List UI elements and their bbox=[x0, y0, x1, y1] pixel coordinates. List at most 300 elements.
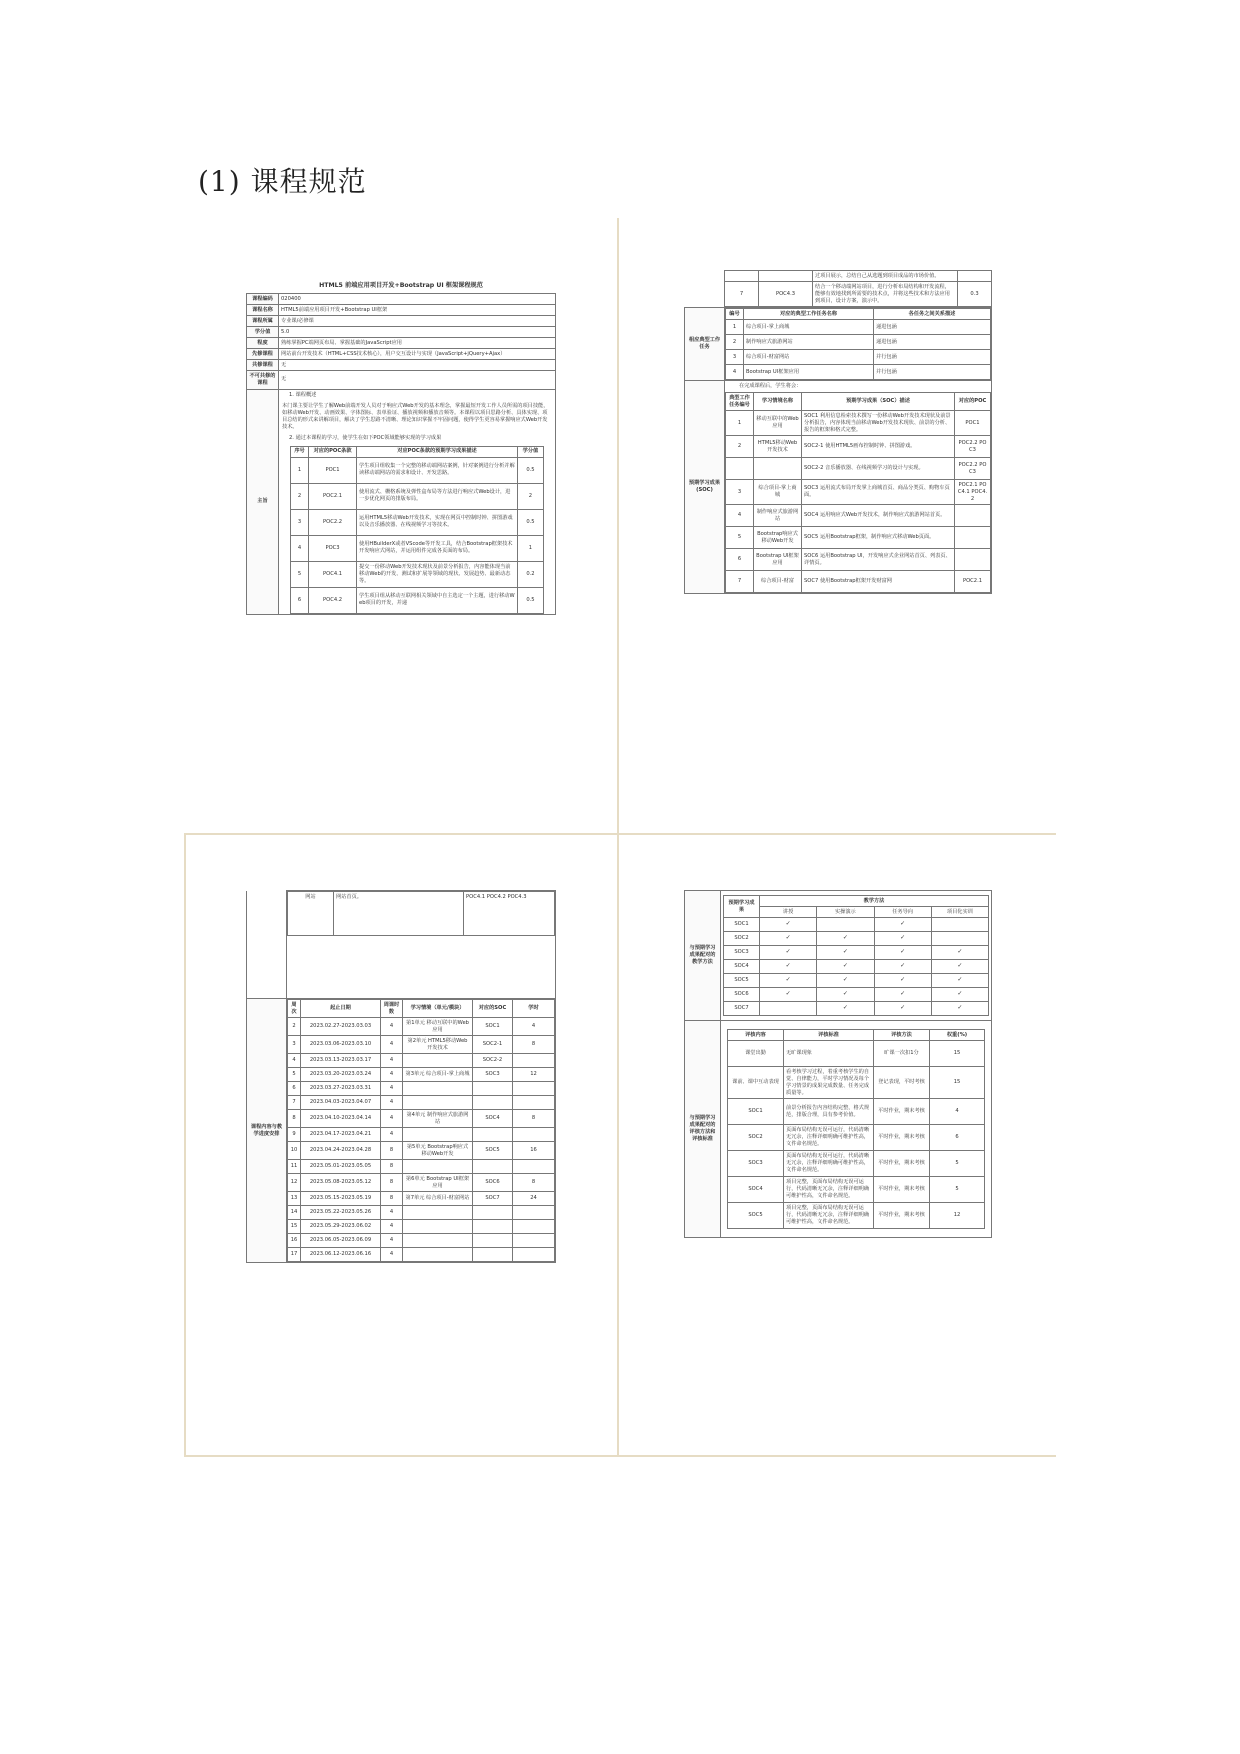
check-icon: ✓ bbox=[931, 946, 988, 960]
work-cell: 1 bbox=[726, 320, 744, 335]
work-cell: 3 bbox=[726, 350, 744, 365]
schedule-cell: 8 bbox=[381, 1192, 403, 1206]
info-label: 先修课程 bbox=[247, 349, 279, 360]
poc-cell: 学生项目组从移动互联网相关领域中自主选定一个主题，进行移动Web项目的开发，并递 bbox=[357, 587, 518, 613]
soc-poc bbox=[955, 505, 991, 527]
soc-no: 1 bbox=[726, 411, 754, 436]
soc-poc bbox=[955, 549, 991, 571]
eval-cell: 无旷课现象 bbox=[784, 1041, 874, 1067]
check-icon: ✓ bbox=[874, 1002, 931, 1016]
schedule-row bbox=[288, 1082, 555, 1096]
poc-cell: 1 bbox=[517, 535, 543, 561]
schedule-row bbox=[288, 1174, 555, 1192]
schedule-cell: 4 bbox=[513, 1018, 555, 1036]
page-divider-horizontal bbox=[184, 833, 1056, 835]
page-divider-vertical bbox=[617, 218, 619, 1456]
doc-title: HTML5 前端应用项目开发+Bootstrap UI 框架课程规范 bbox=[319, 282, 483, 289]
schedule-cell: 2023.05.15-2023.05.19 bbox=[301, 1192, 381, 1206]
schedule-cell: 第1单元 移动互联中的Web应用 bbox=[403, 1018, 473, 1036]
schedule-row bbox=[288, 1160, 555, 1174]
schedule-cell: 2023.02.27-2023.03.03 bbox=[301, 1018, 381, 1036]
schedule-cell: 12 bbox=[513, 1068, 555, 1082]
schedule-cell: 5 bbox=[288, 1068, 301, 1082]
schedule-row bbox=[288, 1110, 555, 1128]
poc-cell: 1 bbox=[291, 457, 309, 483]
work-cell: 并行包涵 bbox=[874, 365, 991, 380]
schedule-cell: 6 bbox=[288, 1082, 301, 1096]
eval-cell: 项目完整，页面布局结构无误可运行，代码清晰无冗余，注释详细明确可维护性高，文件命名规范。 bbox=[784, 1177, 874, 1203]
poc-cell: 4 bbox=[291, 535, 309, 561]
schedule-cell: SOC1 bbox=[473, 1018, 513, 1036]
eval-cell: 登记表现，平时考核 bbox=[874, 1067, 930, 1099]
method-row bbox=[724, 946, 989, 960]
method-head-demo: 实操演示 bbox=[817, 907, 874, 918]
work-cell: 综合项目-掌上商城 bbox=[744, 320, 874, 335]
soc-desc: SOC2-2 音乐播放器、在线视频学习的设计与实现。 bbox=[802, 458, 955, 480]
schedule-cell bbox=[403, 1206, 473, 1220]
soc-label: 预期学习成果(SOC) bbox=[685, 381, 725, 594]
schedule-row bbox=[288, 1192, 555, 1206]
info-row bbox=[247, 305, 556, 316]
schedule-row bbox=[288, 1018, 555, 1036]
schedule-cell: 4 bbox=[381, 1068, 403, 1082]
method-soc: SOC3 bbox=[724, 946, 760, 960]
method-check bbox=[760, 1002, 817, 1016]
info-row bbox=[247, 338, 556, 349]
schedule-cell: 2 bbox=[288, 1018, 301, 1036]
eval-cell: 平时作业，期末考核 bbox=[874, 1151, 930, 1177]
schedule-cell: 8 bbox=[381, 1174, 403, 1192]
schedule-cell: 4 bbox=[381, 1234, 403, 1248]
poc-cell: 提交一份移动Web开发技术现状及前景分析报告，内容能体现当前移动Web的开发、测试和扩展等领域的现状、发展趋势、最新动态等。 bbox=[357, 561, 518, 587]
soc-context: 综合项目-财富 bbox=[754, 571, 802, 593]
eval-header: 评核方法 bbox=[874, 1030, 930, 1041]
check-icon: ✓ bbox=[874, 974, 931, 988]
poc-row bbox=[291, 561, 544, 587]
schedule-cell bbox=[513, 1096, 555, 1110]
course-info-table bbox=[246, 293, 556, 614]
method-eval-table bbox=[684, 890, 992, 1238]
schedule-cell: SOC4 bbox=[473, 1110, 513, 1128]
p2-top-cell: 7 bbox=[725, 282, 759, 307]
soc-poc: POC2.2 POC3 bbox=[955, 458, 991, 480]
method-row bbox=[724, 960, 989, 974]
info-label: 课程名称 bbox=[247, 305, 279, 316]
eval-cell: SOC3 bbox=[728, 1151, 784, 1177]
poc-cell: 2 bbox=[291, 483, 309, 509]
method-head-soc: 预期学习成果 bbox=[724, 896, 760, 918]
goal-text: 2. 通过本课程的学习，使学生在如下POC领域能够实现的学习成果 bbox=[289, 434, 442, 441]
check-icon: ✓ bbox=[760, 974, 817, 988]
schedule-cell: 4 bbox=[288, 1054, 301, 1068]
method-label: 与预期学习成果配对的教学方法 bbox=[685, 891, 721, 1021]
schedule-cell: 8 bbox=[381, 1142, 403, 1160]
eval-header: 评核内容 bbox=[728, 1030, 784, 1041]
info-value: HTML5前端应用项目开发+Bootstrap UI框架 bbox=[279, 305, 556, 316]
check-icon: ✓ bbox=[817, 1002, 874, 1016]
eval-cell: SOC4 bbox=[728, 1177, 784, 1203]
poc-cell: POC1 bbox=[309, 457, 357, 483]
schedule-cell: 16 bbox=[288, 1234, 301, 1248]
info-row bbox=[247, 349, 556, 360]
schedule-row bbox=[288, 1142, 555, 1160]
p2-top-cell bbox=[958, 271, 992, 282]
schedule-cell bbox=[513, 1234, 555, 1248]
check-icon: ✓ bbox=[760, 960, 817, 974]
schedule-cell: 2023.03.06-2023.03.10 bbox=[301, 1036, 381, 1054]
check-icon: ✓ bbox=[874, 988, 931, 1002]
schedule-row bbox=[288, 1206, 555, 1220]
method-row bbox=[724, 1002, 989, 1016]
schedule-header: 周次 bbox=[288, 1000, 301, 1018]
poc-row bbox=[291, 457, 544, 483]
schedule-cell bbox=[473, 1220, 513, 1234]
method-row bbox=[724, 974, 989, 988]
poc-cell: 0.5 bbox=[517, 509, 543, 535]
schedule-cell: 4 bbox=[381, 1018, 403, 1036]
schedule-cell: 15 bbox=[288, 1220, 301, 1234]
schedule-cell bbox=[513, 1082, 555, 1096]
soc-desc: SOC5 运用Bootstrap框架，制作响应式移动Web页面。 bbox=[802, 527, 955, 549]
check-icon: ✓ bbox=[760, 918, 817, 932]
soc-desc: SOC1 利用信息检索技术撰写一份移动Web开发技术现状及前景分析报告，内容体现当前移动Web开发技术现状、前景的分析、报告的框架和格式完整。 bbox=[802, 411, 955, 436]
check-icon: ✓ bbox=[817, 988, 874, 1002]
work-row bbox=[726, 335, 991, 350]
info-value: 熟练掌握PC端网页布局、掌握基础的JavaScript应用 bbox=[279, 338, 556, 349]
check-icon: ✓ bbox=[874, 918, 931, 932]
p3-top-ctx: 网站 bbox=[288, 892, 334, 936]
work-cell: 递进包涵 bbox=[874, 320, 991, 335]
schedule-cell bbox=[403, 1096, 473, 1110]
eval-cell: 课前、课中互动表现 bbox=[728, 1067, 784, 1099]
info-row bbox=[247, 327, 556, 338]
schedule-cell bbox=[513, 1128, 555, 1142]
work-cell: 并行包涵 bbox=[874, 350, 991, 365]
eval-cell: 平时作业，期末考核 bbox=[874, 1099, 930, 1125]
poc-row bbox=[291, 509, 544, 535]
p2-top-cell: 0.3 bbox=[958, 282, 992, 307]
poc-cell: POC4.2 bbox=[309, 587, 357, 613]
schedule-cell bbox=[473, 1160, 513, 1174]
eval-cell: 15 bbox=[930, 1041, 985, 1067]
soc-no: 4 bbox=[726, 505, 754, 527]
method-soc: SOC5 bbox=[724, 974, 760, 988]
eval-cell: 5 bbox=[930, 1151, 985, 1177]
method-soc: SOC7 bbox=[724, 1002, 760, 1016]
check-icon: ✓ bbox=[931, 974, 988, 988]
info-value: 专业课/必修课 bbox=[279, 316, 556, 327]
info-value: 无 bbox=[279, 360, 556, 371]
check-icon: ✓ bbox=[817, 960, 874, 974]
check-icon: ✓ bbox=[760, 946, 817, 960]
work-header: 各任务之间关系描述 bbox=[874, 309, 991, 320]
soc-intro: 在完成课程后，学生将会： bbox=[739, 383, 802, 390]
poc-cell: 5 bbox=[291, 561, 309, 587]
schedule-cell: 2023.03.27-2023.03.31 bbox=[301, 1082, 381, 1096]
eval-cell: 5 bbox=[930, 1177, 985, 1203]
eval-cell: SOC2 bbox=[728, 1125, 784, 1151]
p3-top-poc: POC4.1 POC4.2 POC4.3 bbox=[464, 892, 555, 936]
p2-top-table bbox=[724, 270, 992, 307]
soc-row bbox=[726, 458, 991, 480]
poc-cell: 使用HBuilderX或者VScode等开发工具，结合Bootstrap框架技术开发响应式网站，并运用组件完成各页面的布局。 bbox=[357, 535, 518, 561]
schedule-cell: 24 bbox=[513, 1192, 555, 1206]
work-cell: 2 bbox=[726, 335, 744, 350]
eval-cell: 看考核学习过程，着重考核学生的自觉、自律能力，平时学习情况及每个学习情景的成果完成数量、任务完成质量等。 bbox=[784, 1067, 874, 1099]
work-cell: Bootstrap UI框架应用 bbox=[744, 365, 874, 380]
soc-no: 6 bbox=[726, 549, 754, 571]
schedule-row bbox=[288, 1128, 555, 1142]
eval-table bbox=[727, 1029, 985, 1229]
schedule-header: 周课时数 bbox=[381, 1000, 403, 1018]
schedule-cell: SOC2-1 bbox=[473, 1036, 513, 1054]
schedule-cell bbox=[513, 1054, 555, 1068]
doc-page-4 bbox=[684, 890, 992, 1390]
work-cell: 4 bbox=[726, 365, 744, 380]
schedule-cell: 7 bbox=[288, 1096, 301, 1110]
schedule-cell: SOC2-2 bbox=[473, 1054, 513, 1068]
info-value: 网站前台开发技术（HTML+CSS技术核心），用户交互设计与实现（JavaScript+jQuery+Ajax） bbox=[279, 349, 556, 360]
eval-cell: 4 bbox=[930, 1099, 985, 1125]
check-icon: ✓ bbox=[874, 946, 931, 960]
info-row bbox=[247, 294, 556, 305]
poc-cell: 使用流式、栅格系统及弹性盒布局等方法进行响应式Web设计，进一步优化网页的排版布局。 bbox=[357, 483, 518, 509]
poc-table bbox=[290, 446, 544, 614]
schedule-header: 学时 bbox=[513, 1000, 555, 1018]
soc-row bbox=[726, 436, 991, 458]
schedule-cell: 4 bbox=[381, 1248, 403, 1262]
soc-no: 3 bbox=[726, 480, 754, 505]
soc-row bbox=[726, 411, 991, 436]
eval-header: 评核标准 bbox=[784, 1030, 874, 1041]
schedule-cell: 2023.05.22-2023.05.26 bbox=[301, 1206, 381, 1220]
soc-context: Bootstrap UI框架应用 bbox=[754, 549, 802, 571]
eval-cell: 平时作业，期末考核 bbox=[874, 1177, 930, 1203]
method-soc: SOC1 bbox=[724, 918, 760, 932]
schedule-cell: 第3单元 综合项目-掌上商城 bbox=[403, 1068, 473, 1082]
schedule-cell: 2023.04.17-2023.04.21 bbox=[301, 1128, 381, 1142]
eval-row bbox=[728, 1041, 985, 1067]
frame-bottom-edge bbox=[184, 1455, 1056, 1457]
soc-row bbox=[726, 527, 991, 549]
eval-label: 与预期学习成果配对的评核方法和评核标准 bbox=[685, 1021, 721, 1238]
schedule-cell bbox=[473, 1082, 513, 1096]
schedule-cell: 12 bbox=[288, 1174, 301, 1192]
check-icon: ✓ bbox=[874, 932, 931, 946]
schedule-cell: 11 bbox=[288, 1160, 301, 1174]
p3-top-desc: 网站首页。 bbox=[334, 892, 464, 936]
work-header: 对应的典型工作任务名称 bbox=[744, 309, 874, 320]
schedule-cell: 2023.05.29-2023.06.02 bbox=[301, 1220, 381, 1234]
p2-top-cell bbox=[759, 271, 813, 282]
method-table bbox=[723, 895, 989, 1016]
soc-no: 2 bbox=[726, 436, 754, 458]
soc-poc: POC2.1 POC4.1 POC4.2 bbox=[955, 480, 991, 505]
eval-cell: 旷课一次扣1分 bbox=[874, 1041, 930, 1067]
overview-title: 1. 课程概述 bbox=[289, 391, 317, 398]
schedule-cell: 2023.06.05-2023.06.09 bbox=[301, 1234, 381, 1248]
eval-header: 权重(%) bbox=[930, 1030, 985, 1041]
schedule-cell: 4 bbox=[381, 1220, 403, 1234]
soc-desc: SOC6 运用Bootstrap UI，开发响应式企业网站首页、列表页、详情页。 bbox=[802, 549, 955, 571]
method-row bbox=[724, 918, 989, 932]
method-head-group: 教学方法 bbox=[760, 896, 989, 907]
check-icon: ✓ bbox=[760, 932, 817, 946]
soc-desc: SOC4 运用响应式Web开发技术，制作响应式旅游网站首页。 bbox=[802, 505, 955, 527]
schedule-cell: 10 bbox=[288, 1142, 301, 1160]
doc-page-2 bbox=[684, 270, 992, 770]
soc-header: 典型工作任务编号 bbox=[726, 393, 754, 411]
soc-desc: SOC7 使用Bootstrap框架开发财富网 bbox=[802, 571, 955, 593]
schedule-cell: 14 bbox=[288, 1206, 301, 1220]
schedule-row bbox=[288, 1220, 555, 1234]
schedule-cell bbox=[473, 1128, 513, 1142]
soc-table bbox=[725, 392, 991, 593]
soc-no: 5 bbox=[726, 527, 754, 549]
poc-cell: 6 bbox=[291, 587, 309, 613]
schedule-cell bbox=[403, 1248, 473, 1262]
eval-cell: SOC5 bbox=[728, 1203, 784, 1229]
schedule-row bbox=[288, 1054, 555, 1068]
info-value: 无 bbox=[279, 371, 556, 389]
soc-context: 综合项目-掌上商城 bbox=[754, 480, 802, 505]
work-cell: 制作响应式旅游网站 bbox=[744, 335, 874, 350]
method-row bbox=[724, 988, 989, 1002]
p2-top-cell: 结合一个移动端网站项目，进行分析布局结构和开发流程，能够有效地找到所需要的技术点，并将这些技术和方法应用到项目，设计方案，演示中。 bbox=[813, 282, 958, 307]
work-cell: 综合项目-财富网站 bbox=[744, 350, 874, 365]
schedule-cell: 2023.04.24-2023.04.28 bbox=[301, 1142, 381, 1160]
poc-header: 对应的POC条款 bbox=[309, 446, 357, 457]
doc-page-3 bbox=[246, 890, 556, 1330]
schedule-inner bbox=[287, 999, 555, 1262]
poc-header: 学分值 bbox=[517, 446, 543, 457]
schedule-cell bbox=[403, 1160, 473, 1174]
eval-row bbox=[728, 1203, 985, 1229]
soc-no bbox=[726, 458, 754, 480]
poc-row bbox=[291, 587, 544, 613]
poc-cell: POC3 bbox=[309, 535, 357, 561]
poc-cell: 2 bbox=[517, 483, 543, 509]
work-header: 编号 bbox=[726, 309, 744, 320]
schedule-cell bbox=[513, 1160, 555, 1174]
schedule-cell: 4 bbox=[381, 1110, 403, 1128]
p2-top-row bbox=[725, 271, 992, 282]
info-label: 学分值 bbox=[247, 327, 279, 338]
eval-cell: 12 bbox=[930, 1203, 985, 1229]
schedule-cell bbox=[513, 1248, 555, 1262]
poc-header: 对应POC条款的预期学习成果描述 bbox=[357, 446, 518, 457]
schedule-cell: 8 bbox=[381, 1160, 403, 1174]
soc-context: 移动互联中的Web应用 bbox=[754, 411, 802, 436]
schedule-cell: 8 bbox=[288, 1110, 301, 1128]
poc-header: 序号 bbox=[291, 446, 309, 457]
schedule-row bbox=[288, 1068, 555, 1082]
schedule-cell: 4 bbox=[381, 1096, 403, 1110]
method-soc: SOC2 bbox=[724, 932, 760, 946]
info-value: 020400 bbox=[279, 294, 556, 305]
doc-page-1 bbox=[246, 280, 556, 780]
method-head-lecture: 讲授 bbox=[760, 907, 817, 918]
method-soc: SOC4 bbox=[724, 960, 760, 974]
schedule-cell bbox=[473, 1206, 513, 1220]
schedule-cell: 2023.04.03-2023.04.07 bbox=[301, 1096, 381, 1110]
poc-cell: 0.5 bbox=[517, 457, 543, 483]
schedule-header: 起止日期 bbox=[301, 1000, 381, 1018]
schedule-cell: 第5单元 Bootstrap响应式移动Web开发 bbox=[403, 1142, 473, 1160]
poc-row bbox=[291, 535, 544, 561]
poc-cell: 0.5 bbox=[517, 587, 543, 613]
check-icon: ✓ bbox=[931, 1002, 988, 1016]
schedule-cell: 8 bbox=[513, 1110, 555, 1128]
schedule-cell: 8 bbox=[513, 1036, 555, 1054]
eval-cell: 平时作业，期末考核 bbox=[874, 1203, 930, 1229]
soc-poc: POC2.2 POC3 bbox=[955, 436, 991, 458]
schedule-cell: 13 bbox=[288, 1192, 301, 1206]
schedule-cell: SOC5 bbox=[473, 1142, 513, 1160]
soc-row bbox=[726, 571, 991, 593]
soc-poc bbox=[955, 527, 991, 549]
check-icon: ✓ bbox=[931, 988, 988, 1002]
soc-desc: SOC2-1 使用HTML5画布控制时钟、拼图游戏。 bbox=[802, 436, 955, 458]
eval-row bbox=[728, 1125, 985, 1151]
schedule-cell bbox=[403, 1234, 473, 1248]
soc-poc: POC2.1 bbox=[955, 571, 991, 593]
p3-top-table bbox=[287, 891, 555, 936]
schedule-cell: 9 bbox=[288, 1128, 301, 1142]
schedule-cell: 4 bbox=[381, 1206, 403, 1220]
schedule-cell: 8 bbox=[513, 1174, 555, 1192]
poc-cell: 0.2 bbox=[517, 561, 543, 587]
work-cell: 递进包涵 bbox=[874, 335, 991, 350]
poc-cell: 3 bbox=[291, 509, 309, 535]
schedule-cell: SOC6 bbox=[473, 1174, 513, 1192]
schedule-cell: 2023.03.20-2023.03.24 bbox=[301, 1068, 381, 1082]
poc-row bbox=[291, 483, 544, 509]
schedule-cell: 2023.04.10-2023.04.14 bbox=[301, 1110, 381, 1128]
schedule-row bbox=[288, 1234, 555, 1248]
schedule-header: 学习情境（单元/模块） bbox=[403, 1000, 473, 1018]
eval-row bbox=[728, 1177, 985, 1203]
schedule-cell: 4 bbox=[381, 1054, 403, 1068]
schedule-row bbox=[288, 1248, 555, 1262]
work-task-label: 相应典型工作任务 bbox=[685, 308, 725, 381]
schedule-cell bbox=[403, 1054, 473, 1068]
soc-header: 学习情境名称 bbox=[754, 393, 802, 411]
main-row bbox=[247, 389, 556, 614]
soc-row bbox=[726, 549, 991, 571]
work-task-inner bbox=[725, 308, 991, 380]
schedule-cell: SOC3 bbox=[473, 1068, 513, 1082]
schedule-cell: 第6单元 Bootstrap UI框架应用 bbox=[403, 1174, 473, 1192]
check-icon: ✓ bbox=[760, 988, 817, 1002]
soc-row bbox=[726, 505, 991, 527]
poc-cell: POC2.1 bbox=[309, 483, 357, 509]
schedule-cell: 4 bbox=[381, 1082, 403, 1096]
work-task-table bbox=[684, 307, 992, 594]
soc-context: HTML5移动Web开发技术 bbox=[754, 436, 802, 458]
info-row bbox=[247, 316, 556, 327]
eval-cell: 页面布局结构无误可运行，代码清晰无冗余，注释详细明确可维护性高，文件命名规范。 bbox=[784, 1125, 874, 1151]
schedule-cell: 4 bbox=[381, 1036, 403, 1054]
schedule-cell: 2023.06.12-2023.06.16 bbox=[301, 1248, 381, 1262]
check-icon: ✓ bbox=[874, 960, 931, 974]
eval-cell: 项目完整，页面布局结构无误可运行，代码清晰无冗余，注释详细明确可维护性高，文件命名规范。 bbox=[784, 1203, 874, 1229]
schedule-cell bbox=[473, 1234, 513, 1248]
schedule-cell bbox=[403, 1082, 473, 1096]
poc-cell: POC4.1 bbox=[309, 561, 357, 587]
schedule-cell bbox=[473, 1096, 513, 1110]
schedule-cell: 2023.03.13-2023.03.17 bbox=[301, 1054, 381, 1068]
